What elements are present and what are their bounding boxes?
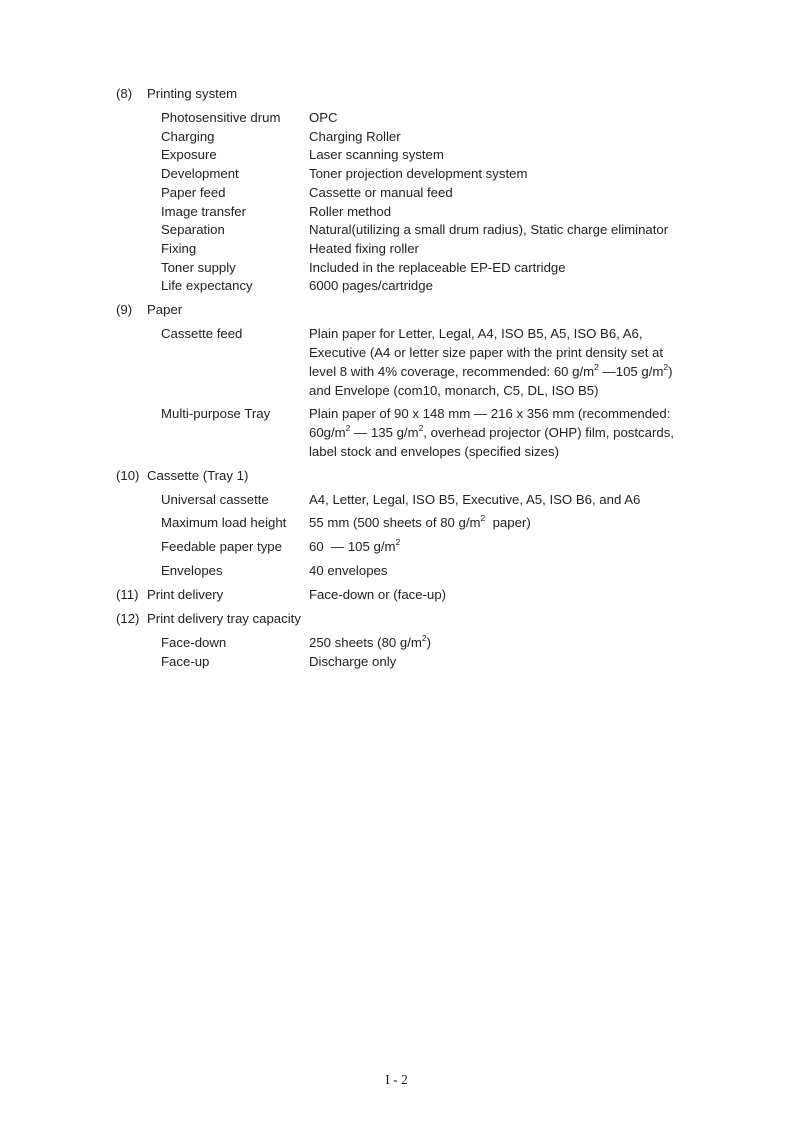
spec-value: Charging Roller [309,129,401,144]
spec-value: Plain paper of 90 x 148 mm — 216 x 356 mm (recommended: [309,406,671,421]
spec-label: Separation [161,222,225,237]
superscript: 2 [480,512,486,523]
text-run: 60 — 105 g/m [309,539,396,554]
spec-value: Discharge only [309,654,397,669]
section-heading: Printing system [147,86,238,101]
section-number: (10) [116,468,140,483]
spec-label: Face-down [161,635,227,650]
text-run: 250 sheets (80 g/m [309,635,422,650]
spec-label: Photosensitive drum [161,110,281,125]
superscript: 2 [395,536,401,547]
text-run: level 8 with 4% coverage, recommended: 60 g/m [309,364,595,379]
section-heading: Cassette (Tray 1) [147,468,249,483]
text-run: 55 mm (500 sheets of 80 g/m [309,515,481,530]
spec-label: Multi-purpose Tray [161,406,271,421]
spec-label: Life expectancy [161,278,253,293]
spec-label: Exposure [161,147,217,162]
spec-value: label stock and envelopes (specified sizes) [309,444,559,459]
section-number: (9) [116,302,133,317]
spec-label: Envelopes [161,563,223,578]
spec-label: Cassette feed [161,326,243,341]
spec-value [309,361,673,380]
spec-label: Universal cassette [161,492,269,507]
text-run: ) [426,635,432,650]
spec-value: 6000 pages/cartridge [309,278,433,293]
section-number: (12) [116,611,140,626]
section-heading: Print delivery [147,587,224,602]
spec-value: A4, Letter, Legal, ISO B5, Executive, A5, ISO B6, and A6 [309,492,641,507]
spec-value: Cassette or manual feed [309,185,453,200]
spec-value: Toner projection development system [309,166,528,181]
spec-value: Heated fixing roller [309,241,419,256]
text-run: , overhead projector (OHP) film, postcards, [423,425,674,440]
spec-label: Feedable paper type [161,539,282,554]
spec-value: and Envelope (com10, monarch, C5, DL, ISO B5) [309,383,599,398]
spec-label: Development [161,166,239,181]
superscript: 2 [345,422,351,433]
spec-value: 40 envelopes [309,563,388,578]
text-run: ) [668,364,673,379]
section-number: (11) [116,587,139,602]
spec-value: Included in the replaceable EP-ED cartridge [309,260,566,275]
spec-label: Fixing [161,241,197,256]
spec-value: Executive (A4 or letter size paper with the print density set at [309,345,664,360]
spec-value [309,632,432,651]
superscript: 2 [663,361,669,372]
section-number: (8) [116,86,133,101]
spec-value: Roller method [309,204,392,219]
spec-label: Toner supply [161,260,236,275]
spec-value: Plain paper for Letter, Legal, A4, ISO B5, A5, ISO B6, A6, [309,326,643,341]
spec-label: Maximum load height [161,515,287,530]
superscript: 2 [421,632,427,643]
spec-label: Face-up [161,654,210,669]
spec-label: Paper feed [161,185,226,200]
section-heading: Print delivery tray capacity [147,611,301,626]
page-number: I - 2 [385,1072,408,1087]
text-run: 60g/m [309,425,346,440]
spec-value [309,536,401,555]
spec-value [309,512,531,531]
superscript: 2 [418,422,424,433]
spec-label: Charging [161,129,215,144]
text-run: —105 g/m [598,364,664,379]
superscript: 2 [594,361,599,372]
spec-value [309,422,674,441]
spec-value: Laser scanning system [309,147,444,162]
section-heading: Paper [147,302,183,317]
text-run: paper) [485,515,531,530]
text-run: — 135 g/m [350,425,419,440]
spec-value: Natural(utilizing a small drum radius), Static charge eliminator [309,222,669,237]
spec-value: Face-down or (face-up) [309,587,447,602]
spec-label: Image transfer [161,204,247,219]
spec-value: OPC [309,110,338,125]
